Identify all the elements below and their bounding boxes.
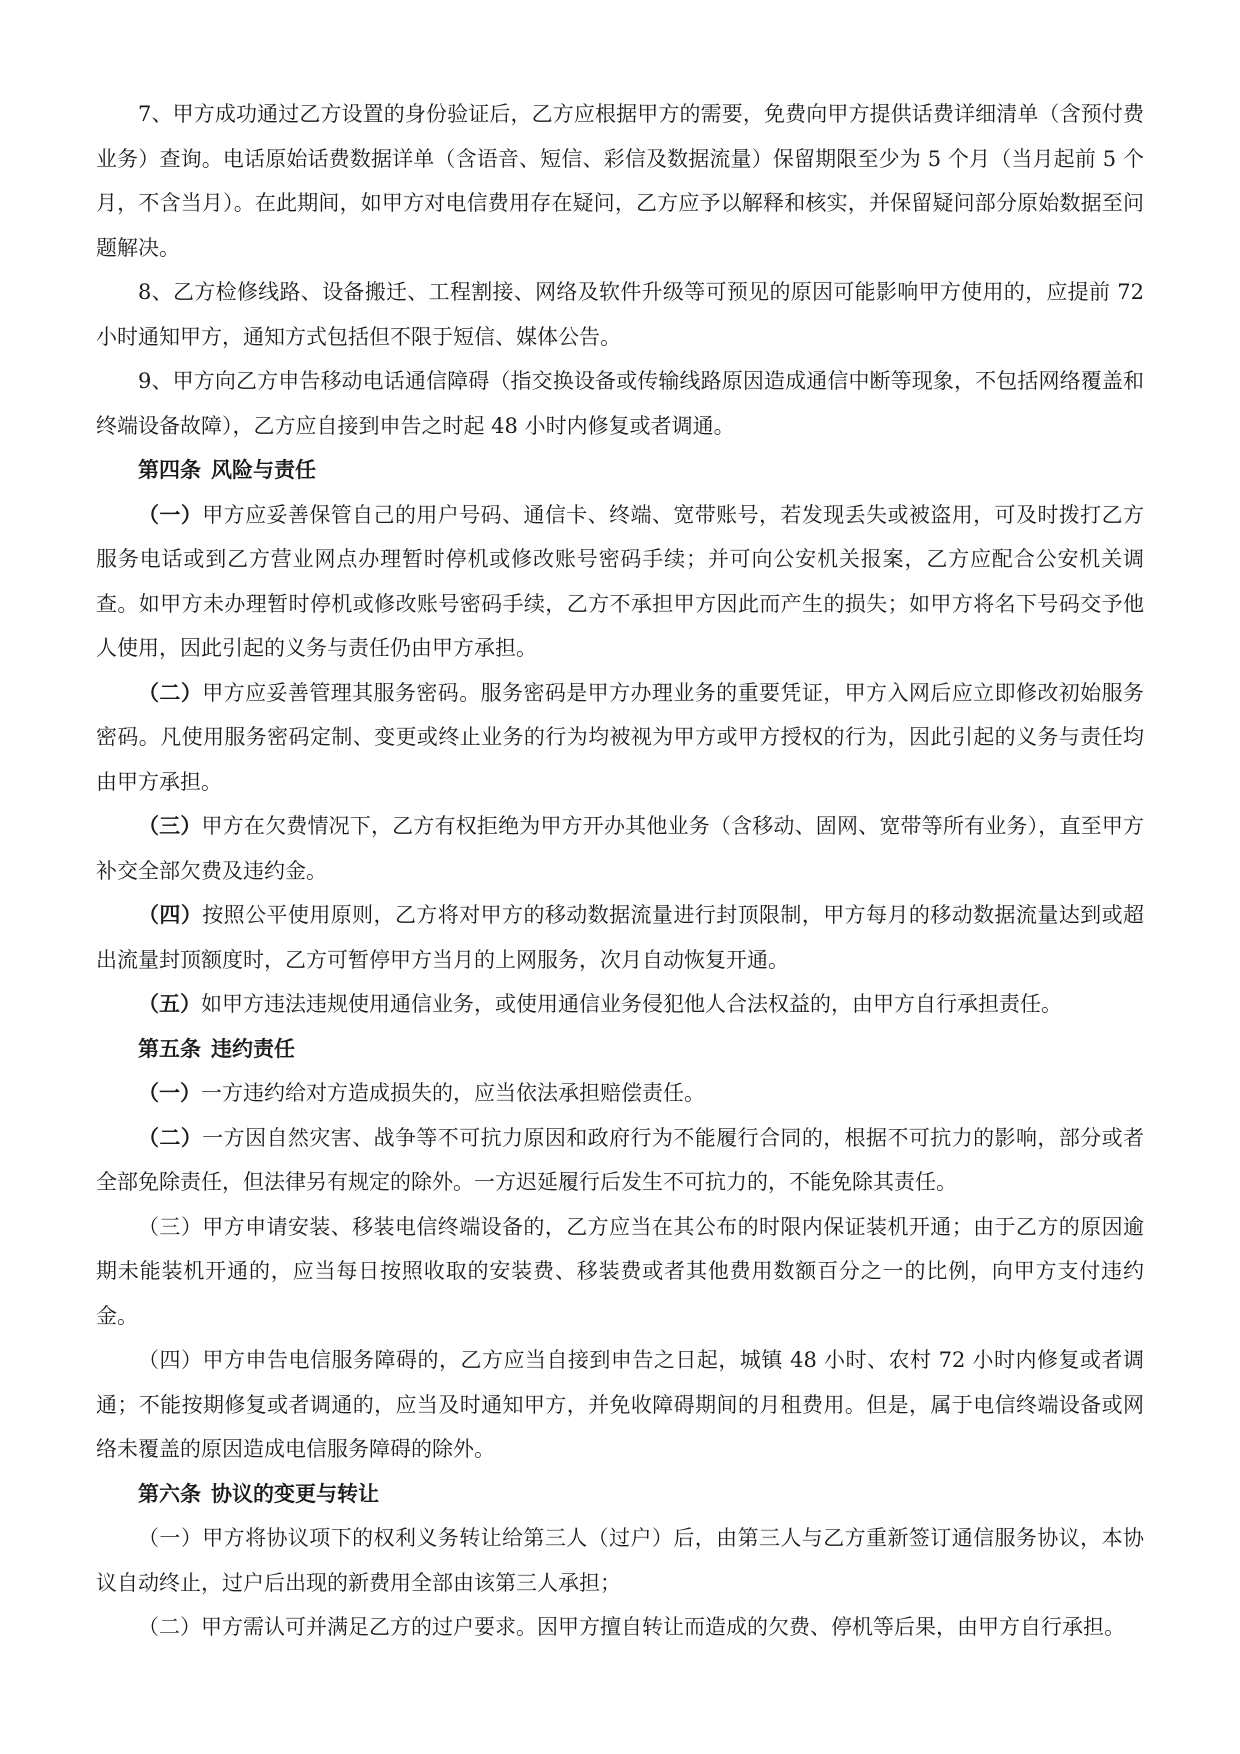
clause-text: （一）甲方将协议项下的权利义务转让给第三人（过户）后，由第三人与乙方重新签订通信服务协议，本协议自动终止，过户后出现的新费用全部由该第三人承担； xyxy=(96,1526,1144,1595)
clause-number: （四） xyxy=(138,903,203,927)
clause-paragraph xyxy=(96,493,1144,671)
section-number: 第四条 xyxy=(138,458,201,482)
section-title: 协议的变更与转让 xyxy=(211,1481,379,1506)
clause-paragraph xyxy=(96,671,1144,805)
section-title: 风险与责任 xyxy=(211,458,316,482)
clause-text: （三）甲方申请安装、移装电信终端设备的，乙方应当在其公布的时限内保证装机开通；由于乙方的原因逾期未能装机开通的，应当每日按照收取的安装费、移装费或者其他费用数额百分之一的比例，向甲方支付违约金。 xyxy=(96,1214,1144,1328)
clause-paragraph xyxy=(96,1338,1144,1472)
section-heading xyxy=(96,1472,1144,1517)
clause-paragraph xyxy=(96,893,1144,982)
clause-number: （二） xyxy=(138,1125,203,1150)
clause-paragraph xyxy=(96,1071,1144,1116)
clause-text: 按照公平使用原则，乙方将对甲方的移动数据流量进行封顶限制，甲方每月的移动数据流量达到或超出流量封顶额度时，乙方可暂停甲方当月的上网服务，次月自动恢复开通。 xyxy=(96,903,1145,972)
section-heading xyxy=(96,1027,1144,1072)
clause-text: 一方违约给对方造成损失的，应当依法承担赔偿责任。 xyxy=(201,1081,705,1105)
section-title: 违约责任 xyxy=(211,1036,295,1061)
clause-number: （一） xyxy=(138,502,203,527)
clause-number: （三） xyxy=(138,814,202,838)
clause-number: （二） xyxy=(138,680,203,705)
clause-text: 甲方应妥善管理其服务密码。服务密码是甲方办理业务的重要凭证，甲方入网后应立即修改初始服务密码。凡使用服务密码定制、变更或终止业务的行为均被视为甲方或甲方授权的行为，因此引起的义务与责任均由甲方承担。 xyxy=(96,680,1145,794)
clause-text: 8、乙方检修线路、设备搬迁、工程割接、网络及软件升级等可预见的原因可能影响甲方使用的，应提前 72 小时通知甲方，通知方式包括但不限于短信、媒体公告。 xyxy=(96,280,1144,349)
clause-paragraph xyxy=(96,1516,1144,1605)
clause-text: 一方因自然灾害、战争等不可抗力原因和政府行为不能履行合同的，根据不可抗力的影响，部分或者全部免除责任，但法律另有规定的除外。一方迟延履行后发生不可抗力的，不能免除其责任。 xyxy=(96,1125,1145,1194)
clause-text: 9、甲方向乙方申告移动电话通信障碍（指交换设备或传输线路原因造成通信中断等现象，不包括网络覆盖和终端设备故障），乙方应自接到申告之时起 48 小时内修复或者调通。 xyxy=(96,369,1144,438)
clause-number: （五） xyxy=(138,992,201,1016)
clause-paragraph xyxy=(96,92,1144,270)
section-number: 第六条 xyxy=(138,1481,201,1506)
clause-text: 甲方在欠费情况下，乙方有权拒绝为甲方开办其他业务（含移动、固网、宽带等所有业务），直至甲方补交全部欠费及违约金。 xyxy=(96,814,1145,883)
section-heading xyxy=(96,448,1144,493)
clause-paragraph xyxy=(96,1605,1144,1650)
clause-text: 甲方应妥善保管自己的用户号码、通信卡、终端、宽带账号，若发现丢失或被盗用，可及时拨打乙方服务电话或到乙方营业网点办理暂时停机或修改账号密码手续；并可向公安机关报案，乙方应配合公安机关调查。如甲方未办理暂时停机或修改账号密码手续，乙方不承担甲方因此而产生的损失；如甲方将名下号码交予他人使用，因此引起的义务与责任仍由甲方承担。 xyxy=(96,502,1145,660)
clause-paragraph xyxy=(96,804,1144,893)
clause-paragraph xyxy=(96,359,1144,448)
clause-text: 如甲方违法违规使用通信业务，或使用通信业务侵犯他人合法权益的，由甲方自行承担责任。 xyxy=(201,992,1062,1016)
clause-paragraph xyxy=(96,1116,1144,1205)
clause-text: 7、甲方成功通过乙方设置的身份验证后，乙方应根据甲方的需要，免费向甲方提供话费详细清单（含预付费业务）查询。电话原始话费数据详单（含语音、短信、彩信及数据流量）保留期限至少为 5 个月（当月起前 5 个月，不含当月）。在此期间，如甲方对电信费用存在疑问，乙方应予以解释和核实，并保留疑问部分原始数据至问题解决。 xyxy=(96,102,1144,260)
clause-paragraph xyxy=(96,1205,1144,1339)
clause-number: （一） xyxy=(138,1081,201,1105)
clause-text: （二）甲方需认可并满足乙方的过户要求。因甲方擅自转让而造成的欠费、停机等后果，由甲方自行承担。 xyxy=(138,1615,1125,1639)
clause-text: （四）甲方申告电信服务障碍的，乙方应当自接到申告之日起，城镇 48 小时、农村 72 小时内修复或者调通；不能按期修复或者调通的，应当及时通知甲方，并免收障碍期间的月租费用。但是，属于电信终端设备或网络未覆盖的原因造成电信服务障碍的除外。 xyxy=(96,1348,1144,1461)
clause-paragraph xyxy=(96,982,1144,1027)
section-number: 第五条 xyxy=(138,1036,201,1061)
clause-paragraph xyxy=(96,270,1144,359)
